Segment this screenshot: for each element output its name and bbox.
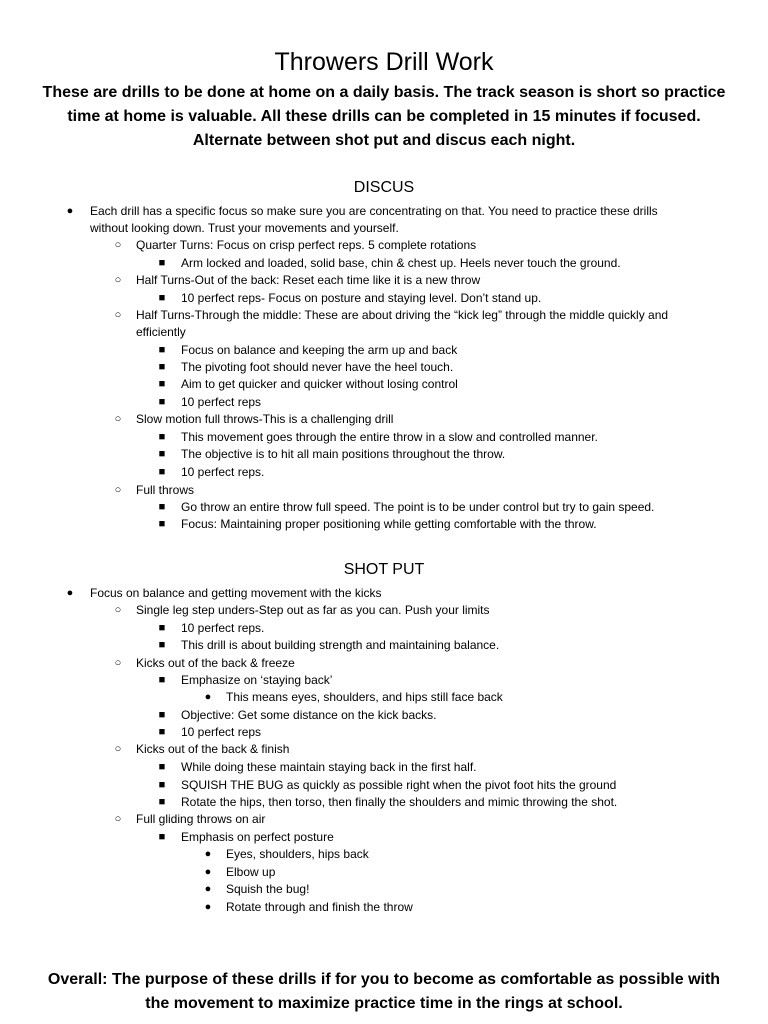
shotput-drill-detail: Emphasize on ‘staying back’ — [181, 673, 333, 687]
discus-drill-detail: 10 perfect reps- Focus on posture and staying level. Don’t stand up. — [181, 291, 542, 305]
bullet-level3: ■ — [158, 674, 166, 686]
shotput-heading: SHOT PUT — [343, 561, 425, 578]
shotput-drill-detail: While doing these maintain staying back in the first half. — [181, 760, 477, 774]
bullet-level3: ■ — [158, 622, 166, 634]
bullet-level4: ● — [204, 901, 212, 913]
bullet-level3: ■ — [158, 709, 166, 721]
shotput-drill-subdetail: Elbow up — [226, 865, 276, 879]
discus-drill-detail: This movement goes through the entire throw in a slow and controlled manner. — [181, 430, 598, 444]
bullet-level3: ■ — [158, 518, 166, 530]
shotput-drill: Kicks out of the back & freeze — [136, 656, 295, 670]
shotput-drill-subdetail: Rotate through and finish the throw — [226, 900, 413, 914]
discus-drill: Full throws — [136, 483, 195, 497]
bullet-level2: ○ — [114, 413, 122, 425]
bullet-level3: ■ — [158, 831, 166, 843]
discus-drill-detail: Go throw an entire throw full speed. The point is to be under control but try to gain speed. — [181, 500, 655, 514]
discus-drill-detail: 10 perfect reps — [181, 395, 262, 409]
document-title: Throwers Drill Work — [274, 48, 494, 76]
bullet-level3: ■ — [158, 378, 166, 390]
shotput-drill-subdetail: Squish the bug! — [226, 882, 310, 896]
bullet-level3: ■ — [158, 396, 166, 408]
shotput-drill-detail: SQUISH THE BUG as quickly as possible right when the pivot foot hits the ground — [181, 778, 617, 792]
closing-paragraph: Overall: The purpose of these drills if for you to become as comfortable as possible with the movement to maximize practice time in the rings at school. — [47, 971, 721, 1012]
shotput-drill: Kicks out of the back & finish — [136, 742, 290, 756]
bullet-level3: ■ — [158, 448, 166, 460]
discus-item: Each drill has a specific focus so make sure you are concentrating on that. You need to practice these drills — [90, 204, 658, 218]
bullet-level3: ■ — [158, 501, 166, 513]
bullet-level4: ● — [204, 866, 212, 878]
shotput-drill-subdetail: Eyes, shoulders, hips back — [226, 847, 369, 861]
bullet-level4: ● — [204, 848, 212, 860]
bullet-level2: ○ — [114, 239, 122, 251]
shotput-drill-detail: 10 perfect reps — [181, 725, 262, 739]
bullet-level2: ○ — [114, 657, 122, 669]
shotput-drill-detail: This drill is about building strength and maintaining balance. — [181, 638, 500, 652]
bullet-level2: ○ — [114, 309, 122, 321]
discus-drill-detail: Focus: Maintaining proper positioning while getting comfortable with the throw. — [181, 517, 597, 531]
bullet-level3: ■ — [158, 726, 166, 738]
bullet-level2: ○ — [114, 484, 122, 496]
shotput-drill-detail: Objective: Get some distance on the kick backs. — [181, 708, 437, 722]
bullet-level3: ■ — [158, 796, 166, 808]
discus-item-continued: without looking down. Trust your movements and yourself. — [90, 221, 399, 235]
bullet-level2: ○ — [114, 743, 122, 755]
discus-drill: Half Turns-Through the middle: These are about driving the “kick leg” through the middle quickly and — [136, 308, 669, 322]
shotput-drill: Full gliding throws on air — [136, 812, 266, 826]
discus-drill-continued: efficiently — [136, 325, 186, 339]
bullet-level3: ■ — [158, 344, 166, 356]
bullet-level3: ■ — [158, 257, 166, 269]
shotput-item: Focus on balance and getting movement with the kicks — [90, 586, 382, 600]
bullet-level1: ● — [66, 587, 74, 599]
bullet-level3: ■ — [158, 361, 166, 373]
discus-drill: Half Turns-Out of the back: Reset each time like it is a new throw — [136, 273, 481, 287]
bullet-level2: ○ — [114, 604, 122, 616]
bullet-level3: ■ — [158, 639, 166, 651]
bullet-level2: ○ — [114, 274, 122, 286]
discus-heading: DISCUS — [353, 179, 415, 196]
discus-drill-detail: Focus on balance and keeping the arm up and back — [181, 343, 458, 357]
bullet-level3: ■ — [158, 466, 166, 478]
shotput-drill-detail: Emphasis on perfect posture — [181, 830, 334, 844]
bullet-level3: ■ — [158, 292, 166, 304]
intro-paragraph: These are drills to be done at home on a daily basis. The track season is short so practice time at home is valuable. All these drills can be completed in 15 minutes if focused. Alternate between shot put and discus each night. — [42, 84, 726, 149]
bullet-level3: ■ — [158, 431, 166, 443]
shotput-drill-detail: Rotate the hips, then torso, then finally the shoulders and mimic throwing the shot. — [181, 795, 618, 809]
discus-drill: Quarter Turns: Focus on crisp perfect reps. 5 complete rotations — [136, 238, 477, 252]
bullet-level3: ■ — [158, 779, 166, 791]
discus-drill-detail: Aim to get quicker and quicker without losing control — [181, 377, 458, 391]
bullet-level4: ● — [204, 691, 212, 703]
bullet-level3: ■ — [158, 761, 166, 773]
discus-drill-detail: The pivoting foot should never have the heel touch. — [181, 360, 454, 374]
bullet-level2: ○ — [114, 813, 122, 825]
discus-drill: Slow motion full throws-This is a challenging drill — [136, 412, 394, 426]
discus-drill-detail: The objective is to hit all main positions throughout the throw. — [181, 447, 506, 461]
discus-drill-detail: 10 perfect reps. — [181, 465, 265, 479]
shotput-drill-subdetail: This means eyes, shoulders, and hips still face back — [226, 690, 503, 704]
bullet-level4: ● — [204, 883, 212, 895]
shotput-drill-detail: 10 perfect reps. — [181, 621, 265, 635]
discus-drill-detail: Arm locked and loaded, solid base, chin & chest up. Heels never touch the ground. — [181, 256, 621, 270]
shotput-drill: Single leg step unders-Step out as far as you can. Push your limits — [136, 603, 490, 617]
bullet-level1: ● — [66, 205, 74, 217]
